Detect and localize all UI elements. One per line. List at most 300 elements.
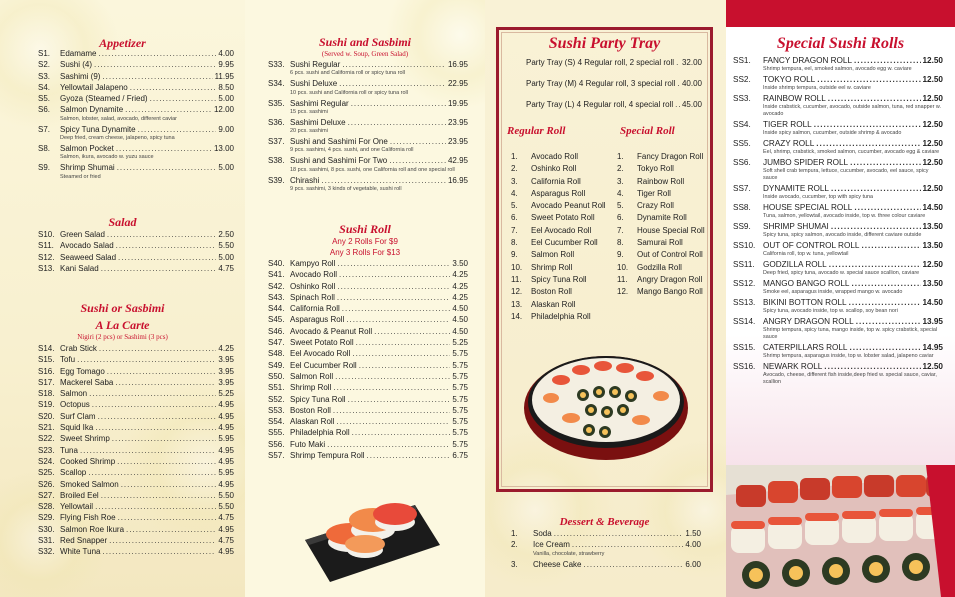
roll-number: 4. (617, 188, 624, 198)
menu-item (38, 480, 234, 491)
dot-leader (861, 241, 920, 250)
sushi-roll-list (268, 259, 468, 462)
item-code: S29. (38, 513, 55, 523)
item-code: S9. (38, 163, 51, 173)
item-code: S15. (38, 355, 55, 365)
dot-leader (115, 378, 216, 387)
regular-roll-item (511, 312, 611, 324)
item-name: Boston Roll (290, 405, 331, 415)
panel-appetizer-salad-carte (0, 0, 245, 597)
dot-leader (116, 241, 217, 250)
dot-leader (130, 83, 217, 92)
sushi-tray-image (521, 340, 691, 465)
item-code: S27. (38, 490, 55, 500)
dot-leader (102, 72, 212, 81)
dot-leader (126, 525, 216, 534)
menu-item (38, 491, 234, 502)
dot-leader (77, 355, 216, 364)
menu-item (511, 529, 701, 540)
item-name: Sashimi Deluxe (290, 117, 346, 127)
menu-item (38, 344, 234, 355)
item-price: 3.95 (218, 377, 234, 387)
item-code: S7. (38, 124, 51, 134)
item-price: 22.95 (447, 79, 468, 89)
regular-roll-item (511, 177, 611, 189)
item-description: Soft shell crab tempura, lettuce, cucumber, avocado, eel sauce, spicy sauce (763, 168, 929, 181)
item-price: 5.75 (452, 417, 468, 427)
item-code: S48. (268, 349, 285, 359)
item-price: 4.50 (452, 326, 468, 336)
dot-leader (138, 125, 217, 134)
item-price: 5.00 (218, 163, 234, 173)
menu-item (268, 417, 468, 428)
menu-item (38, 355, 234, 366)
dot-leader (675, 100, 680, 109)
special-roll-item (617, 226, 712, 238)
tray-name: Party Tray (L) 4 Regular roll, 4 special roll (526, 100, 674, 109)
item-code: S20. (38, 411, 55, 421)
item-code: SS4. (733, 120, 751, 129)
dot-leader (849, 343, 920, 352)
menu-item (268, 338, 468, 349)
item-name: Sashimi Regular (290, 98, 349, 108)
item-price: 3.95 (218, 355, 234, 365)
menu-item (38, 468, 234, 479)
item-price: 16.95 (447, 175, 468, 185)
item-description: Inside shrimp tempura, outside eel w. caviare (763, 85, 871, 91)
menu-item (38, 83, 234, 94)
roll-name: California Roll (531, 176, 581, 186)
dot-leader (854, 56, 920, 65)
roll-number: 1. (617, 152, 624, 161)
dot-leader (102, 547, 216, 556)
roll-name: Tiger Roll (637, 188, 671, 198)
dot-leader (118, 253, 216, 262)
dot-leader (831, 222, 921, 231)
item-code: S32. (38, 547, 55, 557)
roll-number: 4. (511, 188, 518, 198)
item-code: S36. (268, 117, 285, 127)
item-price: 4.25 (218, 344, 234, 353)
regular-roll-list (511, 152, 611, 324)
item-name: Sushi and Sashimi For One (290, 137, 388, 147)
item-code: S33. (268, 60, 285, 69)
item-code: S11. (38, 241, 54, 251)
roll-name: House Special Roll (637, 225, 705, 235)
item-name: Yellowtail Jalapeno (60, 82, 128, 92)
item-price: 5.75 (452, 394, 468, 404)
menu-item (38, 253, 234, 264)
item-code: SS9. (733, 222, 751, 231)
item-description: California roll, top w. tuna, yellowtail (763, 251, 849, 257)
roll-name: Out of Control Roll (637, 250, 703, 260)
dot-leader (367, 451, 451, 460)
item-name: Shrimp Shumai (60, 163, 115, 173)
regular-roll-title: Regular Roll (507, 125, 566, 137)
item-code: S35. (268, 98, 285, 108)
dot-leader (854, 203, 920, 212)
roll-number: 3. (511, 176, 518, 186)
item-price: 12.50 (922, 139, 943, 148)
item-code: 2. (511, 540, 518, 550)
item-price: 5.75 (452, 383, 468, 393)
item-name: Avocado Salad (60, 241, 114, 251)
item-description: Shrimp tempura, eel, smoked salmon, avocado egg w. caviare (763, 66, 912, 72)
item-code: S26. (38, 479, 55, 489)
special-roll-item (617, 213, 712, 225)
dot-leader (94, 60, 216, 69)
item-name: CATERPILLARS ROLL (763, 343, 848, 352)
item-code: S16. (38, 366, 55, 376)
panel-party-tray (485, 0, 726, 597)
roll-name: Avocado Peanut Roll (531, 201, 606, 211)
dot-leader (107, 367, 217, 376)
item-name: Octopus (60, 400, 90, 410)
item-description: 18 pcs. sashimi, 8 pcs. sushi, one California roll and one special roll (290, 166, 455, 173)
item-code: S4. (38, 82, 51, 92)
item-name: Yellowtail (60, 502, 94, 512)
item-code: S10. (38, 230, 55, 239)
roll-name: Sweet Potato Roll (531, 213, 595, 223)
item-price: 14.50 (922, 298, 943, 307)
item-code: S40. (268, 259, 285, 268)
item-code: S42. (268, 281, 285, 291)
item-price: 4.95 (218, 423, 234, 433)
roll-number: 9. (511, 250, 518, 260)
item-price: 9.00 (218, 124, 234, 134)
item-name: White Tuna (60, 547, 101, 557)
menu-item (268, 349, 468, 360)
dot-leader (321, 176, 446, 185)
menu-item (511, 560, 701, 571)
regular-roll-item (511, 164, 611, 176)
item-price: 12.50 (922, 94, 943, 103)
item-name: Soda (533, 529, 552, 538)
roll-name: Godzilla Roll (637, 262, 682, 272)
item-description: Eel, shrimp, crabstick, smoked salmon, cucumber, avocado egg & caviare (763, 149, 940, 155)
item-description: Spicy tuna, avocado inside, top w. scallop, soy bean nori (763, 308, 898, 314)
item-name: Scallop (60, 468, 87, 478)
item-price: 5.95 (218, 434, 234, 444)
panel-sushi-sashimi-roll (245, 0, 485, 597)
item-description: Deep fried, spicy tuna, avocado w. special sauce scallion, caviare (763, 270, 920, 276)
item-code: SS6. (733, 158, 751, 167)
item-description: Tuna, salmon, yellowtail, avocado inside, top w. three colour caviare (763, 213, 926, 219)
roll-number: 6. (617, 213, 624, 223)
dot-leader (817, 75, 920, 84)
menu-item (268, 361, 468, 372)
roll-number: 8. (511, 238, 518, 248)
item-name: Ice Cream (533, 540, 570, 550)
item-name: Green Salad (60, 230, 105, 239)
item-price: 23.95 (447, 117, 468, 127)
item-code: S1. (38, 49, 51, 58)
item-price: 6.75 (452, 451, 468, 461)
item-code: S54. (268, 417, 285, 427)
item-price: 4.50 (452, 315, 468, 325)
special-rolls-image (726, 465, 955, 597)
item-code: S37. (268, 137, 285, 147)
dot-leader (109, 536, 216, 545)
item-name: Shrimp Tempura Roll (290, 451, 365, 461)
sushi-roll-promo-2: Any 3 Rolls For $13 (329, 248, 401, 257)
item-code: S56. (268, 439, 285, 449)
item-code: S45. (268, 315, 285, 325)
item-code: S17. (38, 377, 55, 387)
item-price: 11.95 (214, 71, 234, 81)
item-name: DYNAMITE ROLL (763, 184, 829, 193)
item-code: 1. (511, 529, 518, 538)
carte-list (38, 344, 234, 559)
item-code: S34. (268, 79, 285, 89)
menu-item (38, 446, 234, 457)
item-price: 4.95 (218, 400, 234, 410)
sushi-sashimi-subtitle: (Served w. Soup, Green Salad) (321, 50, 409, 58)
item-price: 4.50 (452, 304, 468, 314)
special-roll-item (617, 263, 712, 275)
item-name: Avocado Roll (290, 270, 337, 280)
dot-leader (117, 163, 217, 172)
item-code: SS2. (733, 75, 751, 84)
dot-leader (107, 230, 217, 239)
party-tray-list (526, 58, 702, 121)
item-name: Smoked Salmon (60, 479, 119, 489)
dot-leader (333, 406, 451, 415)
roll-number: 13. (511, 299, 523, 309)
item-name: Sashimi (9) (60, 71, 101, 81)
item-code: S43. (268, 292, 285, 302)
menu-item (38, 547, 234, 558)
menu-item (38, 49, 234, 60)
roll-number: 7. (617, 225, 624, 235)
item-name: Sushi Deluxe (290, 79, 338, 89)
carte-title: Sushi or Sasbimi (80, 301, 165, 315)
menu-item (268, 451, 468, 462)
dot-leader (327, 440, 450, 449)
item-price: 5.95 (218, 468, 234, 478)
special-roll-item (617, 201, 712, 213)
item-code: S46. (268, 326, 285, 336)
item-price: 5.75 (452, 405, 468, 415)
special-rolls-title: Special Sushi Rolls (776, 35, 905, 52)
item-price: 5.50 (218, 490, 234, 500)
item-price: 12.50 (922, 120, 943, 129)
roll-name: Samurai Roll (637, 238, 683, 248)
item-price: 12.50 (922, 362, 943, 371)
item-price: 4.75 (218, 263, 234, 273)
dot-leader (572, 540, 684, 549)
roll-name: Spicy Tuna Roll (531, 274, 587, 284)
item-price: 12.50 (922, 75, 943, 84)
item-price: 5.50 (218, 241, 234, 251)
roll-number: 11. (511, 274, 522, 284)
regular-roll-item (511, 201, 611, 213)
item-description: Shrimp tempura, spicy tuna, mango inside, top w. spicy crabstick, special sauce (763, 327, 938, 340)
item-price: 4.95 (218, 524, 234, 534)
menu-item (268, 428, 468, 439)
menu-item (268, 327, 468, 338)
dot-leader (339, 79, 446, 88)
dot-leader (112, 434, 217, 443)
item-name: Sushi and Sashimi For Two (290, 156, 388, 166)
dot-leader (356, 338, 451, 347)
sushi-roll-title: Sushi Roll (339, 222, 391, 236)
item-name: Salmon Pocket (60, 144, 114, 154)
roll-name: Angry Dragon Roll (637, 274, 703, 284)
roll-number: 5. (511, 201, 518, 211)
item-name: Edamame (60, 49, 97, 58)
carte-subtitle: Nigiri (2 pcs) or Sashimi (3 pcs) (77, 333, 168, 341)
dot-leader (677, 79, 680, 88)
item-price: 13.50 (922, 241, 943, 250)
item-code: SS11. (733, 260, 755, 269)
item-description: 20 pcs. sashimi (290, 128, 328, 135)
item-name: Gyoza (Steamed / Fried) (60, 94, 148, 104)
menu-item (268, 372, 468, 383)
item-code: S12. (38, 252, 55, 262)
menu-item (268, 259, 468, 270)
roll-name: Oshinko Roll (531, 164, 577, 174)
item-code: S52. (268, 394, 285, 404)
sushi-sashimi-list (268, 60, 468, 195)
dot-leader (816, 139, 920, 148)
item-price: 13.00 (213, 144, 234, 154)
dot-leader (336, 417, 450, 426)
appetizer-title: Appetizer (99, 36, 146, 50)
party-tray-option (526, 58, 702, 79)
dot-leader (348, 395, 451, 404)
dot-leader (80, 446, 216, 455)
item-code: S19. (38, 400, 55, 410)
item-code: S8. (38, 144, 51, 154)
item-price: 23.95 (447, 137, 468, 147)
roll-name: Shrimp Roll (531, 262, 573, 272)
menu-item (38, 513, 234, 524)
item-name: SHRIMP SHUMAI (763, 222, 829, 231)
roll-number: 8. (617, 238, 624, 248)
item-name: California Roll (290, 304, 340, 314)
item-price: 4.95 (218, 547, 234, 557)
special-roll-item (617, 177, 712, 189)
item-code: S25. (38, 468, 55, 478)
menu-item (38, 434, 234, 445)
item-code: S39. (268, 175, 285, 185)
sushi-roll-promo-1: Any 2 Rolls For $9 (332, 237, 398, 246)
dot-leader (342, 304, 451, 313)
item-name: Philadelphia Roll (290, 428, 350, 438)
dot-leader (814, 120, 921, 129)
salad-title: Salad (108, 215, 137, 229)
item-price: 12.50 (922, 158, 943, 167)
roll-number: 1. (511, 152, 518, 161)
menu-item (38, 264, 234, 275)
menu-item (38, 525, 234, 536)
item-name: Tuna (60, 445, 78, 455)
item-price: 4.75 (218, 513, 234, 523)
dot-leader (125, 105, 212, 114)
item-name: Surf Clam (60, 411, 96, 421)
appetizer-list (38, 49, 234, 183)
special-roll-item (617, 189, 712, 201)
item-name: OUT OF CONTROL ROLL (763, 241, 860, 250)
top-red-band (726, 0, 955, 27)
item-name: Sushi (4) (60, 60, 93, 70)
item-price: 5.25 (218, 389, 234, 399)
item-price: 5.00 (218, 252, 234, 262)
item-code: S30. (38, 524, 55, 534)
dot-leader (337, 282, 450, 291)
item-description: Inside spicy salmon, cucumber, outside shrimp & avocado (763, 130, 902, 136)
dot-leader (121, 480, 217, 489)
item-price: 3.50 (452, 259, 468, 268)
item-price: 19.95 (447, 98, 468, 108)
item-price: 5.00 (218, 94, 234, 104)
dot-leader (850, 158, 920, 167)
item-code: SS1. (733, 56, 751, 65)
item-description: Shrimp tempura, asparagus inside, top w. lobster salad, jalapeno caviar (763, 353, 934, 359)
item-code: S53. (268, 405, 285, 415)
item-description: Inside crabstick, cucumber, avocado, outside salmon, tuna, red snapper w. avocado (763, 104, 941, 117)
dot-leader (101, 491, 217, 500)
regular-roll-item (511, 287, 611, 299)
item-name: Tofu (60, 355, 76, 365)
dot-leader (346, 315, 450, 324)
item-code: S31. (38, 536, 55, 546)
special-roll-item (617, 152, 712, 164)
item-price: 5.50 (218, 502, 234, 512)
item-code: S3. (38, 71, 51, 81)
item-price: 12.50 (922, 184, 943, 193)
regular-roll-item (511, 300, 611, 312)
item-name: Crab Stick (60, 344, 97, 353)
item-description: Inside avocado, cucumber, top with spicy tuna (763, 194, 873, 200)
item-price: 5.75 (452, 371, 468, 381)
item-name: Futo Maki (290, 439, 326, 449)
dot-leader (337, 259, 450, 268)
item-price: 4.95 (218, 411, 234, 421)
item-price: 5.75 (452, 428, 468, 438)
item-name: Chirashi (290, 175, 320, 185)
item-code: S24. (38, 456, 55, 466)
item-code: S49. (268, 360, 285, 370)
dot-leader (95, 502, 216, 511)
dot-leader (89, 389, 216, 398)
roll-name: Alaskan Roll (531, 299, 576, 309)
item-name: Sweet Potato Roll (290, 338, 354, 348)
menu-item (38, 389, 234, 400)
roll-number: 7. (511, 225, 518, 235)
tray-price: 32.00 (681, 58, 702, 67)
item-price: 4.75 (218, 536, 234, 546)
special-roll-item (617, 238, 712, 250)
item-price: 14.95 (922, 343, 943, 352)
item-name: Oshinko Roll (290, 281, 336, 291)
item-name: HOUSE SPECIAL ROLL (763, 203, 853, 212)
roll-number: 5. (617, 201, 624, 211)
roll-number: 6. (511, 213, 518, 223)
item-description: 9 pcs. sashimi, 4 pcs. sushi, and one California roll (290, 147, 414, 154)
dot-leader (339, 270, 450, 279)
item-name: Red Snapper (60, 536, 108, 546)
item-code: S5. (38, 94, 51, 104)
item-price: 4.95 (218, 445, 234, 455)
menu-item (38, 230, 234, 241)
dot-leader (856, 317, 921, 326)
dessert-list (511, 529, 701, 571)
dot-leader (98, 412, 217, 421)
sushi-sashimi-title: Sushi and Sasbimi (318, 35, 412, 49)
item-name: Seaweed Salad (60, 252, 117, 262)
